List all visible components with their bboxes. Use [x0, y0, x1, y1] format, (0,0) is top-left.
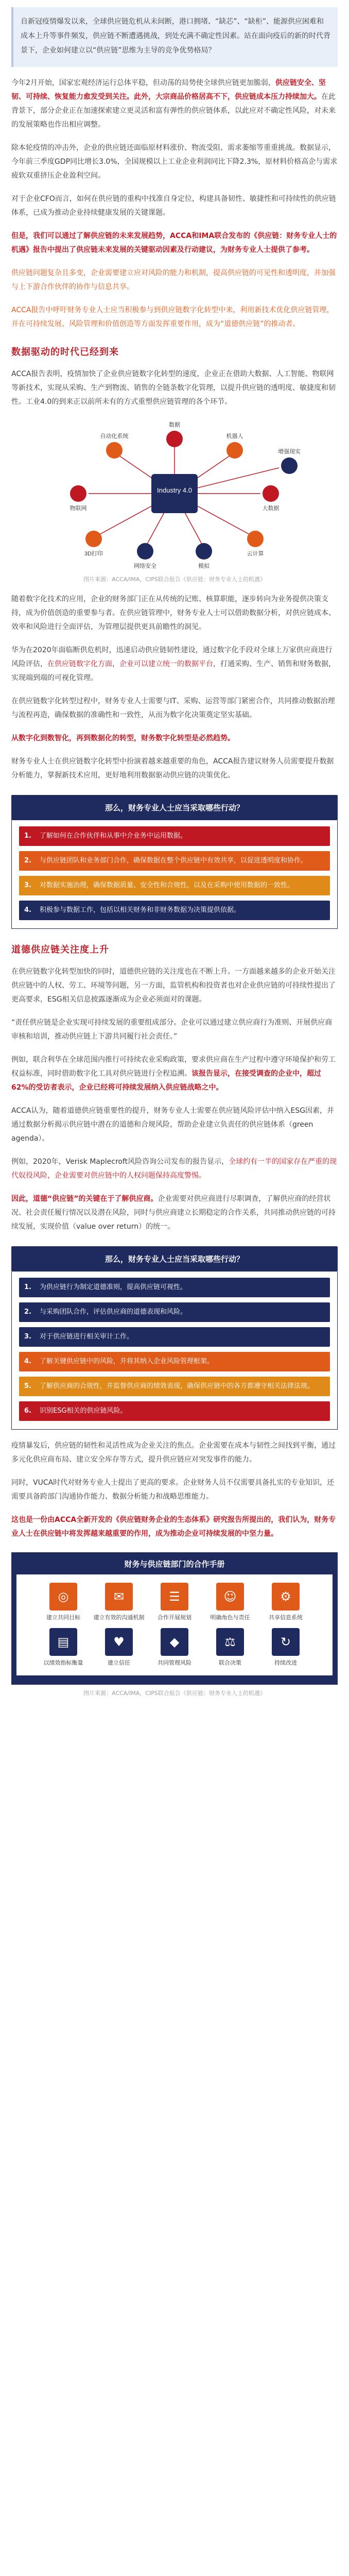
sec1-paragraph-4: 在供应链数字化转型过程中，财务专业人士需要与IT、采购、运营等部门紧密合作，共同推动数据治理与流程再造，确保数据的准确性和一致性，从而为数字化决策奠定坚实基础。 — [11, 697, 335, 719]
cooperation-handbook — [11, 1552, 338, 1685]
system-icon: ⚙ — [272, 1583, 300, 1611]
action-item — [19, 1352, 330, 1371]
action-num: 3. — [24, 882, 31, 889]
scale-icon: ⚖ — [216, 1628, 244, 1656]
action-item — [19, 1278, 330, 1297]
sec3-paragraph-1: 疫情暴发后，供应链的韧性和灵活性成为企业关注的焦点。企业需要在成本与韧性之间找到平衡，通过多元化供应商布局、建立安全库存等方式，提升供应链应对突发事件的能力。 — [11, 1442, 336, 1464]
node-label-9: 增强现实 — [278, 449, 301, 455]
node-label-0: 数据 — [169, 422, 180, 428]
sec2-p6-red: 因此，道德“供应链”的关键在于了解供应商。 — [11, 1195, 158, 1203]
action-num: 2. — [24, 857, 31, 865]
node-label-5: 3D打印 — [84, 551, 103, 557]
handbook-item — [260, 1628, 311, 1667]
handbook-label: 合作开展规划 — [158, 1614, 191, 1621]
handbook-item — [204, 1583, 256, 1622]
action-list-1 — [11, 820, 338, 929]
paragraph-1 — [11, 76, 338, 132]
sec1-paragraph-5: 从数字化到数智化，再到数据化的转型，财务数字化转型是必然趋势。 — [11, 734, 235, 742]
action-text: 与供应链团队和业务部门合作，确保数据在整个供应链中有效共享，以促进透明度和协作。 — [40, 857, 308, 865]
handbook-caption: 图片来源：ACCA/IMA，CIPS联合报告《供应链：财务专业人士的机遇》 — [83, 1690, 266, 1697]
handbook-label: 持续改进 — [274, 1659, 297, 1666]
sec1-p3-b: 在供应链数字化方面，企业可以建立统一的数据平台， — [47, 660, 220, 668]
action-item — [19, 876, 330, 895]
sec3-paragraph-3: 这也是一份由ACCA全新开发的《供应链财务企业的生态体系》研究报告所提出的，我们认为，财务专业人士在供应链中将发挥越来越重要的作用，成为推动企业可持续发展的中坚力量。 — [11, 1516, 336, 1538]
handbook-item — [149, 1583, 200, 1622]
article-page — [0, 7, 349, 2576]
handbook-grid — [16, 1574, 333, 1675]
action-list-2 — [11, 1272, 338, 1430]
action-item — [19, 901, 330, 920]
action-text: 积极参与数据工作，包括以相关财务和非财务数据为决策提供依据。 — [40, 906, 241, 914]
handbook-row-2 — [20, 1625, 329, 1670]
sec2-paragraph-6 — [11, 1192, 338, 1234]
node-label-6: 云计算 — [247, 551, 264, 557]
action-text: 识别ESG相关的供应链风险。 — [40, 1407, 127, 1415]
industry-diagram-svg — [11, 416, 338, 571]
section-title-ethics: 道德供应链关注度上升 — [11, 944, 109, 955]
sec2-p3-a: 例如，联合利华在全球范围内推行可持续农业采购政策，要求供应商在生产过程中遵守环境保护和劳工权益标准，同时借助数字化工具对供应链进行全程追溯。 — [11, 1056, 336, 1078]
node-label-3: 物联网 — [69, 505, 87, 512]
sec1-paragraph-3 — [11, 643, 338, 685]
sec2-paragraph-4: ACCA认为，随着道德供应链重要性的提升，财务专业人士需要在供应链风险评估中纳入ESG因素，并通过数据分析揭示供应链中潜在的道德和合规风险，帮助企业建立负责任的供应链体系（green agenda）。 — [11, 1107, 335, 1143]
p1-tail: 在此背景下，部分企业正在加速探索建立更灵活和富有弹性的供应链体系，以此应对不确定性风险，对未来的发展策略也作出相应调整。 — [11, 93, 336, 129]
sec2-p5-a: 例如，2020年，Verisk Maplecroft风险咨询公司发布的报告显示， — [11, 1158, 229, 1166]
shield-icon: ◆ — [161, 1628, 188, 1656]
paragraph-6: ACCA报告中呼吁财务专业人士应当积极参与到供应链数字化转型中来，利用新技术优化供应链管理，并在可持续发展、风险管理和价值创造等方面发挥重要作用，成为“道德供应链”的推动者。 — [11, 306, 334, 328]
chart-icon: ▤ — [49, 1628, 77, 1656]
sec1-paragraph-6: 财务专业人士在供应链数字化转型中扮演着越来越重要的角色，ACCA报告建议财务人员需要提升数据分析能力，掌握新技术应用，更好地利用数据驱动供应链的决策优化。 — [11, 757, 334, 779]
action-item — [19, 826, 330, 846]
handbook-item — [38, 1583, 89, 1622]
action-item — [19, 1377, 330, 1396]
action-banner-2: 那么，财务专业人士应当采取哪些行动？ — [11, 1246, 338, 1272]
action-text: 了解供应商的合规性，并监督供应商的绩效表现，确保供应链中的各方都遵守相关法律法规。 — [40, 1382, 315, 1390]
handbook-item — [149, 1628, 200, 1667]
handbook-label: 建立有效的沟通机制 — [93, 1614, 145, 1621]
sec3-paragraph-2: 同时，VUCA时代对财务专业人士提出了更高的要求。企业财务人员不仅需要具备扎实的专业知识，还需要具备跨部门沟通协作能力、数据分析能力和战略思维能力。 — [11, 1479, 335, 1501]
section-title-data: 数据驱动的时代已经到来 — [11, 347, 119, 358]
handbook-label: 联合决策 — [219, 1659, 241, 1666]
refresh-icon: ↻ — [272, 1628, 300, 1656]
person-icon: ☺ — [216, 1583, 244, 1611]
action-num: 4. — [24, 906, 31, 914]
handshake-icon: ♥ — [105, 1628, 133, 1656]
handbook-label: 共同管理风险 — [158, 1659, 191, 1666]
sec1-p3-a: 华为在2020年面临断供危机时，迅速启动供应链韧性建设，通过数字化手段对全球上万家供应商进行风险评估， — [11, 646, 333, 668]
handbook-title: 财务与供应链部门的合作手册 — [124, 1560, 225, 1569]
paragraph-3: 对于企业CFO而言，如何在供应链的重构中找准自身定位，构建具备韧性、敏捷性和可持续性的供应链体系，已成为推动企业持续健康发展的关键课题。 — [11, 195, 336, 217]
handbook-label: 建立共同目标 — [46, 1614, 80, 1621]
handbook-item — [204, 1628, 256, 1667]
action-num: 3. — [24, 1333, 31, 1341]
center-label: Industry 4.0 — [157, 486, 192, 494]
action-text: 对数据实施治理，确保数据质量、安全性和合规性，以及在采购中使用数据的一致性。 — [40, 882, 294, 889]
action-item — [19, 851, 330, 871]
industry-diagram — [11, 416, 338, 571]
node-label-4: 大数据 — [262, 505, 280, 512]
handbook-label: 以绩效指标衡量 — [43, 1659, 83, 1666]
handbook-label: 明确角色与责任 — [210, 1614, 250, 1621]
sec2-paragraph-1: 在供应链数字化转型加快的同时，道德供应链的关注度也在不断上升。一方面越来越多的企业开始关注供应链中的人权、劳工、环境等问题，另一方面，监管机构和投资者也对企业供应链的可持续性提出了更高要求，ESG相关信息披露逐渐成为企业必须面对的课题。 — [11, 968, 336, 1004]
handbook-item — [260, 1583, 311, 1622]
sec1-paragraph-1: ACCA报告表明，疫情加快了企业供应链数字化转型的速度，企业正在借助大数据、人工智能、物联网等新技术，实现从采购、生产到物流、销售的全链条数字化管理，以提升供应链的透明度、敏捷度和韧性。工业4.0的到来正以前所未有的方式重塑供应链管理的各个环节。 — [11, 370, 336, 406]
handbook-item — [93, 1583, 145, 1622]
action-item — [19, 1302, 330, 1322]
p1-text: 今年2月开始，国家宏观经济运行总体平稳，但动荡的局势使全球供应链更加脆弱， — [11, 79, 275, 87]
action-num: 1. — [24, 1283, 31, 1291]
sec2-paragraph-2: “责任供应链是企业实现可持续发展的重要组成部分。企业可以通过建立供应商行为准则、开展供应商审核和培训，推动供应链上下游共同履行社会责任。” — [11, 1019, 333, 1041]
plan-icon: ☰ — [161, 1583, 188, 1611]
action-num: 6. — [24, 1407, 31, 1415]
node-label-1: 自动化系统 — [100, 433, 129, 439]
intro-text: 自新冠疫情爆发以来，全球供应链危机从未间断，港口拥堵、“缺芯”、“缺柜”、能源供应困难和成本上升等事件频发，供应链不断遭遇挑战，到处充满不确定性因素。站在面向疫后的新的时代背景下，企业如何建立以“供应链”思维为主导的竞争优势格局？ — [21, 18, 330, 55]
action-num: 4. — [24, 1358, 31, 1365]
node-label-2: 机器人 — [226, 433, 243, 439]
action-text: 对于供应链进行相关审计工作。 — [40, 1333, 134, 1341]
sec2-p5-b: 全球约有一半的国家存在严重的现代奴役风险，企业需要对供应链中的人权问题保持高度警惕。 — [11, 1158, 337, 1180]
sec1-p3-c: 打通采购、生产、销售和财务数据，实现端到端的可视化管理。 — [11, 660, 336, 682]
handbook-row-1 — [20, 1580, 329, 1625]
handbook-label: 共享信息系统 — [269, 1614, 303, 1621]
handbook-item — [93, 1628, 145, 1667]
node-label-7: 网络安全 — [134, 563, 156, 569]
target-icon: ◎ — [49, 1583, 77, 1611]
intro-box — [11, 7, 338, 67]
action-text: 为供应链行为制定道德准则，提高供应链可视性。 — [40, 1283, 187, 1291]
node-label-8: 模拟 — [198, 563, 210, 569]
action-num: 2. — [24, 1308, 31, 1316]
action-banner-1: 那么，财务专业人士应当采取哪些行动？ — [11, 795, 338, 820]
diagram-caption: 图片来源：ACCA/IMA，CIPS联合报告《供应链：财务专业人士的机遇》 — [83, 576, 266, 583]
action-text: 了解关键供应链中的风险，并将其纳入企业风险管理框架。 — [40, 1358, 214, 1365]
handbook-label: 建立信任 — [108, 1659, 130, 1666]
sec2-paragraph-5 — [11, 1155, 338, 1183]
action-item — [19, 1327, 330, 1347]
action-text: 与采购团队合作，评估供应商的道德表现和风险。 — [40, 1308, 187, 1316]
sec2-p3-red: 该报告显示，在接受调查的企业中，超过62%的受访者表示，企业已经将可持续发展纳入供应链战略之中。 — [11, 1070, 321, 1092]
sec2-p6: 企业需要对供应商进行尽职调查，了解供应商的经营状况、社会责任履行情况以及潜在风险，同时与供应商建立长期稳定的合作关系，共同推动供应链的可持续发展，实现价值（value over return）的统一。 — [11, 1195, 336, 1231]
paragraph-2: 除本轮疫情的冲击外，企业的供应链还面临原材料涨价、物流受阻、需求萎缩等重重挑战。数据显示，今年前三季度GDP同比增长3.0%，全国规模以上工业企业利润同比下降2.3%，原材料价格高企与需求疲软双重挤压企业盈利空间。 — [11, 144, 338, 180]
chat-icon: ✉ — [105, 1583, 133, 1611]
action-text: 了解如何在合作伙伴和从事中介业务中运用数据。 — [40, 832, 187, 840]
paragraph-4: 但是，我们可以通过了解供应链的未来发展趋势，ACCA和IMA联合发布的《供应链：财务专业人士的机遇》报告中提出了供应链未来发展的关键驱动因素及行动建议，为财务专业人士提供了参考。 — [11, 232, 337, 254]
sec2-paragraph-3 — [11, 1053, 338, 1095]
paragraph-5: 供应链问题复杂且多变，企业需要建立应对风险的能力和机制，提高供应链的可见性和透明度，并加强与上下游合作伙伴的协作与信息共享。 — [11, 269, 336, 291]
action-num: 1. — [24, 832, 31, 840]
p1-highlight: 供应链安全、坚韧、可持续、恢复能力愈发受到关注。此外，大宗商品价格居高不下，供应链成本压力持续加大。 — [11, 79, 326, 101]
handbook-item — [38, 1628, 89, 1667]
sec1-paragraph-2: 随着数字化技术的应用，企业的财务部门正在从传统的记账、核算职能，逐步转向为业务提供决策支持，成为价值创造的重要参与者。在供应链管理中，财务专业人士可以借助数据分析，对供应链成本、效率和风险进行全面评估，为管理层提供更具前瞻性的洞见。 — [11, 595, 336, 631]
action-num: 5. — [24, 1382, 31, 1390]
action-item — [19, 1401, 330, 1421]
